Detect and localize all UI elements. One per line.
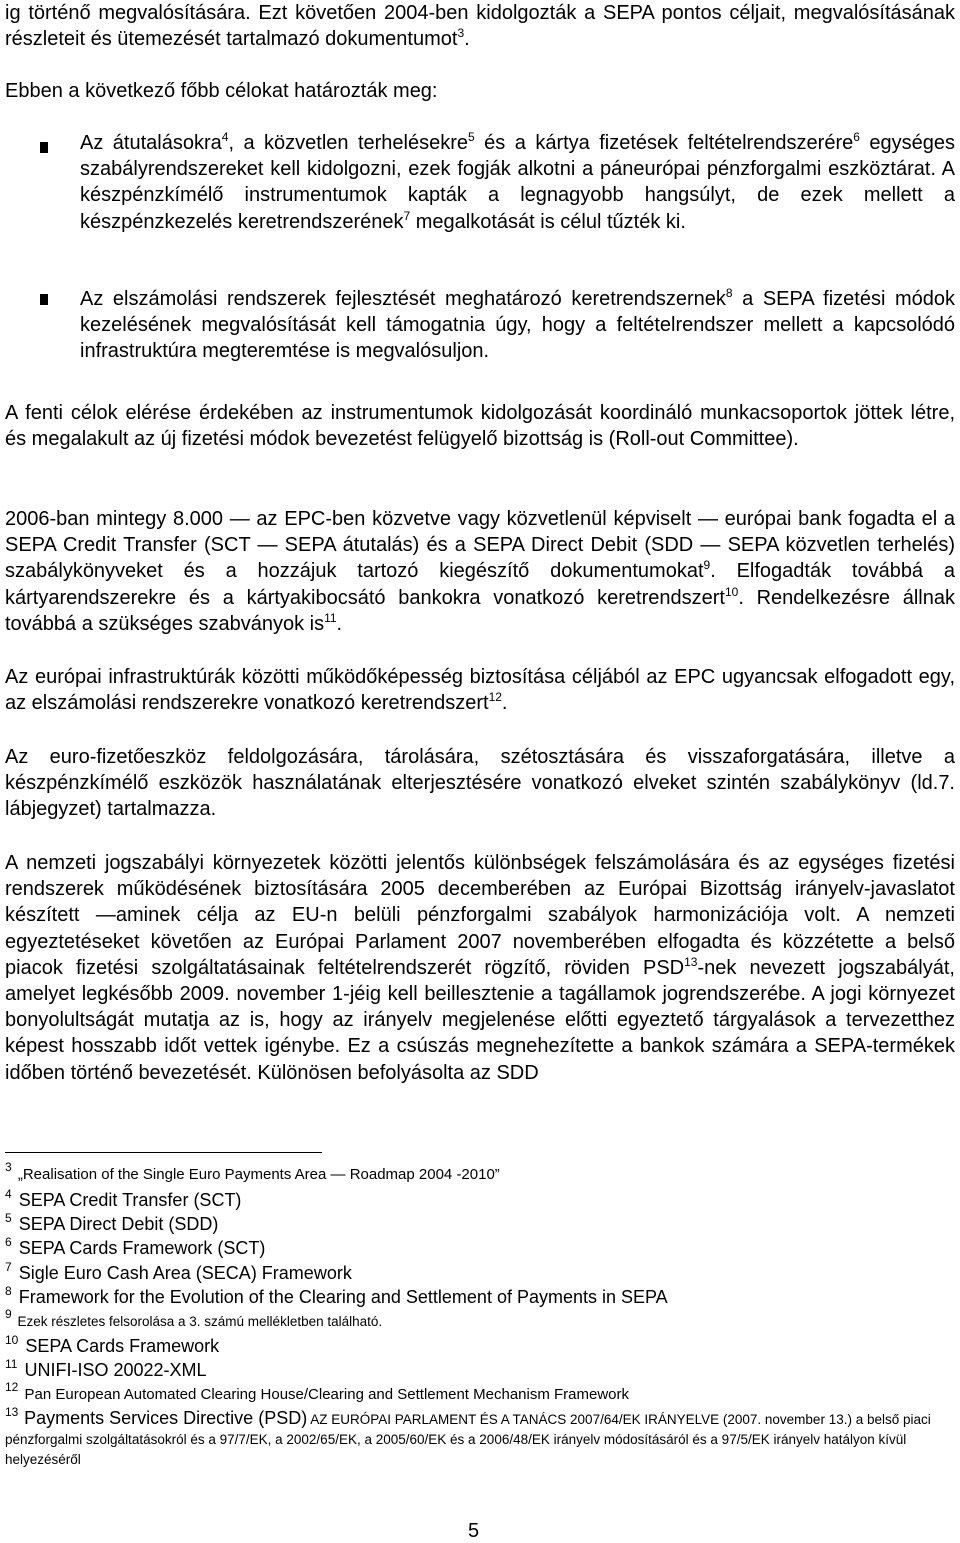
footnote-4: $^4$ SEPA Credit Transfer (SCT) (5, 1187, 242, 1210)
footnote-ref-6[interactable]: 6 (853, 130, 860, 144)
footnote-8: $^8$ Framework for the Evolution of the Clearing and Settlement of Payments in SEPA (5, 1284, 668, 1307)
paragraph-goals-intro: Ebben a következő főbb célokat határozták meg: (5, 80, 438, 102)
footnote-5: $^5$ SEPA Direct Debit (SDD) (5, 1211, 219, 1234)
footnote-12: $^{12}$ Pan European Automated Clearing House/Clearing and Settlement Mechanism Framework (5, 1380, 630, 1403)
footnote-ref-11[interactable]: 11 (324, 610, 337, 625)
footnote-3: $^3$ „Realisation of the Single Euro Payments Area — Roadmap 2004 -2010” (5, 1160, 500, 1183)
footnote-ref-13[interactable]: 13 (684, 954, 698, 969)
footnote-ref-4[interactable]: 4 (221, 130, 229, 144)
bullet-item-payment-frameworks: Az átutalásokra$^4$, a közvetlen terhelésekre$^5$ és a kártya fizetések feltételrendszerére$^6$ egységes szabályrendszereket kell kidolgozni, ezek fogják alkotni a páneurópai pénzforgalmi eszköztárat. A készpénzkímélő instrumentumok kapták a legnagyobb hangsúlyt, de ezek mellett a készpénzkezelés keretrendszerének$^7$ megalkotását is célul tűzték ki. (80, 130, 956, 233)
footnote-ref-10[interactable]: 10 (724, 584, 739, 599)
page-number: 5 (468, 1520, 480, 1542)
footnote-ref-5[interactable]: 5 (468, 130, 475, 144)
bullet-item-clearing-framework: Az elszámolási rendszerek fejlesztését meghatározó keretrendszernek$^8$ a SEPA fizetési módok kezelésének megvalósítását kell támogatnia úgy, hogy a feltételrendszer mellett a kapcsolódó infrastruktúra megteremtése is megvalósuljon. (80, 286, 955, 363)
bullet-square-icon (40, 142, 48, 153)
footnote-ref-7[interactable]: 7 (403, 208, 411, 223)
footnote-6: $^6$ SEPA Cards Framework (SCT) (5, 1235, 266, 1258)
footnote-ref-12[interactable]: 12 (488, 690, 502, 705)
paragraph-intro-continuation: ig történő megvalósítására. Ezt követően 2004-ben kidolgozták a SEPA pontos céljait, megvalósításának részleteit és ütemezését tartalmazó dokumentumot$^3$. (5, 2, 955, 51)
footnote-13: 13 Payments Services Directive (PSD) AZ EURÓPAI PARLAMENT ÉS A TANÁCS 2007/64/EK IRÁNYELVE (2007. november 13.) a belső piaci pénzforgalmi szolgáltatásokról és a 97/7/EK, a 2002/65/EK, a 2005/60/EK és a 2006/48/EK irányelv módosításáról és a 97/5/EK irányelv hatályon kívül helyezéséről (5, 1405, 931, 1467)
footnote-9: 9 Ezek részletes felsorolása a 3. számú mellékletben található. (5, 1307, 383, 1329)
paragraph-psd-directive: A nemzeti jogszabályi környezetek közötti jelentős különbségek felszámolására és az egységes fizetési rendszerek működésének biztosítására 2005 decemberében az Európai Bizottság irányelv-javaslatot készített —aminek célja az EU-n belüli pénzforgalmi szabályok harmonizációja volt. A nemzeti egyeztetéseket követően az Európai Parlament 2007 novemberében elfogadta és közzétette a belső piacok fizetési szolgáltatásainak feltételrendszerét rögzítő, röviden PSD$^{13}$-nek nevezett jogszabályát, amelyet legkésőbb 2009. november 1-jéig kell beillesztenie a tagállamok jogrendszerébe. A jogi környezet bonyolultságát mutatja az is, hogy az irányelv megjelenése előtti egyeztető tárgyalások a tervezetthez képest hosszabb időt vettek igénybe. Ez a csúszás megnehezítette a bankok számára a SEPA-termékek időben történő bevezetését. Különösen befolyásolta az SDD (5, 852, 955, 1084)
footnote-10: $^{10}$ SEPA Cards Framework (5, 1333, 220, 1356)
footnote-ref-9[interactable]: 9 (703, 558, 711, 573)
footnote-ref-3[interactable]: 3 (457, 26, 465, 41)
paragraph-working-groups: A fenti célok elérése érdekében az instrumentumok kidolgozását koordináló munkacsoportok jöttek létre, és megalakult az új fizetési módok bevezetést felügyelő bizottság is (Roll-out Committee). (5, 402, 955, 451)
footnote-11: $^{11}$ UNIFI-ISO 20022-XML (5, 1357, 207, 1380)
bullet-square-icon (40, 294, 48, 305)
paragraph-rulebooks-2006: 2006-ban mintegy 8.000 — az EPC-ben közvetve vagy közvetlenül képviselt — európai bank fogadta el a SEPA Credit Transfer (SCT — SEPA átutalás) és a SEPA Direct Debit (SDD — SEPA közvetlen terhelés) szabálykönyveket és a hozzájuk tartozó kiegészítő dokumentumokat$^9$. Elfogadták továbbá a kártyarendszerekre és a kártyakibocsátó bankokra vonatkozó keretrendszert$^{10}$. Rendelkezésre állnak továbbá a szükséges szabványok $is^{11}$. (5, 508, 955, 635)
paragraph-euro-cash: Az euro-fizetőeszköz feldolgozására, tárolására, szétosztására és visszaforgatására, illetve a készpénzkímélő eszközök használatának elterjesztésére vonatkozó elveket szintén szabálykönyv (ld.7. lábjegyzet) tartalmazza. (5, 746, 955, 821)
footnote-7: $^7$ Sigle Euro Cash Area (SECA) Framework (5, 1260, 352, 1283)
footnote-ref-8[interactable]: 8 (725, 286, 733, 300)
footnote-separator (5, 1152, 322, 1153)
paragraph-infrastructure: Az európai infrastruktúrák közötti működőképesség biztosítása céljából az EPC ugyancsak elfogadott egy, az elszámolási rendszerekre vonatkozó keretrendszert$^{12}$. (5, 666, 955, 715)
